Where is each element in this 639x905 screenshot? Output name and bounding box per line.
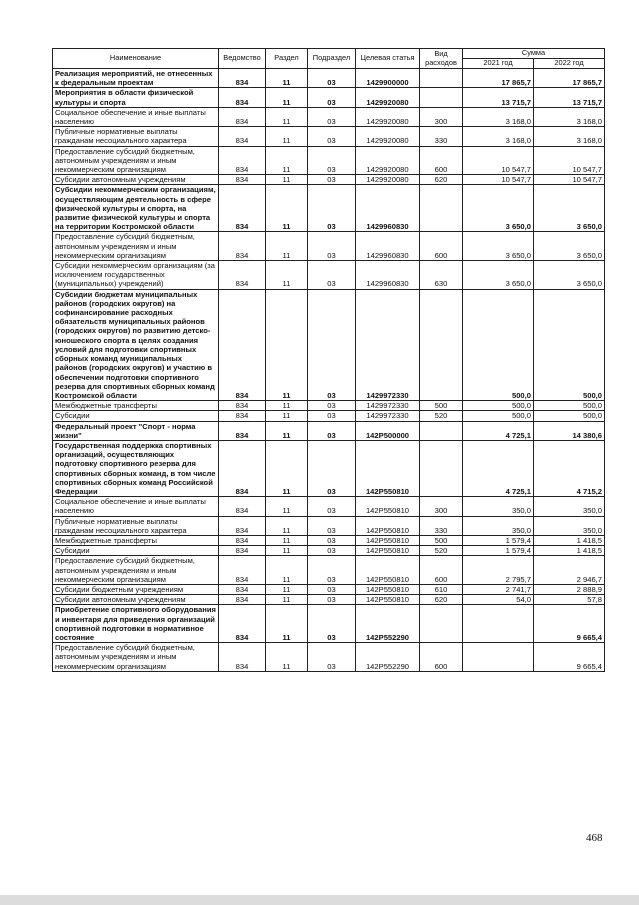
cell-name: Субсидии (53, 546, 219, 556)
cell-expense-type: 600 (420, 146, 463, 175)
cell-razdel: 11 (266, 421, 308, 440)
cell-sum-2021: 13 715,7 (463, 88, 534, 107)
cell-podrazdel: 03 (308, 289, 356, 400)
cell-expense-type (420, 440, 463, 496)
cell-expense-type: 330 (420, 516, 463, 535)
cell-razdel: 11 (266, 411, 308, 421)
cell-name: Предоставление субсидий бюджетным, автономным учреждениям и иным некоммерческим организациям (53, 556, 219, 585)
cell-name: Предоставление субсидий бюджетным, автономным учреждениям и иным некоммерческим организациям (53, 643, 219, 672)
cell-podrazdel: 03 (308, 535, 356, 545)
table-row (53, 497, 605, 516)
cell-vedomstvo: 834 (219, 401, 266, 411)
cell-razdel: 11 (266, 185, 308, 232)
cell-vedomstvo: 834 (219, 497, 266, 516)
cell-expense-type: 330 (420, 127, 463, 146)
cell-sum-2021: 500,0 (463, 411, 534, 421)
cell-podrazdel: 03 (308, 88, 356, 107)
cell-sum-2021: 350,0 (463, 516, 534, 535)
cell-razdel: 11 (266, 516, 308, 535)
cell-sum-2022: 3 168,0 (534, 107, 605, 126)
cell-sum-2021: 3 168,0 (463, 127, 534, 146)
cell-name: Субсидии бюджетам муниципальных районов (городских округов) на софинансирование расходных обязательств муниципальных районов (городских округов) по развитию детско-юношеского спорта в целях создания условий для подготовки спортивных сборных команд муниципальных районов (городских округов) и участию в обеспечении подготовки спортивного резерва для спортивных сборных команд Костромской области (53, 289, 219, 400)
cell-sum-2021: 17 865,7 (463, 69, 534, 88)
cell-sum-2022: 1 418,5 (534, 546, 605, 556)
cell-razdel: 11 (266, 556, 308, 585)
cell-target-article: 142P550810 (356, 497, 420, 516)
cell-expense-type: 630 (420, 261, 463, 290)
cell-sum-2021 (463, 643, 534, 672)
cell-vedomstvo: 834 (219, 107, 266, 126)
table-row (53, 146, 605, 175)
page-number: 468 (586, 832, 603, 844)
cell-target-article: 1429900000 (356, 69, 420, 88)
cell-expense-type: 500 (420, 401, 463, 411)
cell-name: Социальное обеспечение и иные выплаты населению (53, 497, 219, 516)
cell-sum-2022: 9 665,4 (534, 605, 605, 643)
cell-expense-type: 610 (420, 584, 463, 594)
cell-vedomstvo: 834 (219, 185, 266, 232)
table-row (53, 546, 605, 556)
cell-name: Социальное обеспечение и иные выплаты населению (53, 107, 219, 126)
cell-name: Субсидии некоммерческим организациям, осуществляющим деятельность в сфере физической культуры и спорта, на развитие физической культуры и спорта на территории Костромской области (53, 185, 219, 232)
header-vedomstvo: Ведомство (219, 49, 266, 69)
cell-sum-2022: 17 865,7 (534, 69, 605, 88)
cell-name: Субсидии некоммерческим организациям (за исключением государственных (муниципальных) учреждений) (53, 261, 219, 290)
cell-target-article: 1429972330 (356, 289, 420, 400)
cell-target-article: 142P550810 (356, 546, 420, 556)
cell-podrazdel: 03 (308, 146, 356, 175)
cell-podrazdel: 03 (308, 69, 356, 88)
table-row (53, 595, 605, 605)
header-expense-type: Вид расходов (420, 49, 463, 69)
table-row (53, 185, 605, 232)
cell-razdel: 11 (266, 401, 308, 411)
table-row (53, 261, 605, 290)
cell-sum-2021: 4 725,1 (463, 421, 534, 440)
header-razdel: Раздел (266, 49, 308, 69)
cell-sum-2021: 2 795,7 (463, 556, 534, 585)
cell-sum-2022: 13 715,7 (534, 88, 605, 107)
cell-sum-2021: 4 725,1 (463, 440, 534, 496)
cell-name: Межбюджетные трансферты (53, 401, 219, 411)
cell-razdel: 11 (266, 584, 308, 594)
cell-podrazdel: 03 (308, 107, 356, 126)
cell-expense-type (420, 185, 463, 232)
cell-vedomstvo: 834 (219, 232, 266, 261)
cell-vedomstvo: 834 (219, 261, 266, 290)
header-sum: Сумма (463, 49, 605, 59)
cell-vedomstvo: 834 (219, 595, 266, 605)
cell-expense-type: 620 (420, 175, 463, 185)
cell-podrazdel: 03 (308, 546, 356, 556)
table-row (53, 232, 605, 261)
cell-sum-2021: 3 168,0 (463, 107, 534, 126)
cell-name: Предоставление субсидий бюджетным, автономным учреждениям и иным некоммерческим организациям (53, 146, 219, 175)
cell-name: Субсидии автономным учреждениям (53, 175, 219, 185)
cell-razdel: 11 (266, 497, 308, 516)
header-name: Наименование (53, 49, 219, 69)
cell-sum-2022: 10 547,7 (534, 175, 605, 185)
cell-name: Реализация мероприятий, не отнесенных к федеральным проектам (53, 69, 219, 88)
table-row (53, 289, 605, 400)
cell-razdel: 11 (266, 146, 308, 175)
cell-target-article: 1429920080 (356, 107, 420, 126)
cell-sum-2021: 1 579,4 (463, 535, 534, 545)
cell-target-article: 1429920080 (356, 175, 420, 185)
cell-razdel: 11 (266, 261, 308, 290)
cell-expense-type: 600 (420, 643, 463, 672)
cell-expense-type (420, 69, 463, 88)
cell-vedomstvo: 834 (219, 146, 266, 175)
cell-podrazdel: 03 (308, 440, 356, 496)
cell-sum-2022: 9 665,4 (534, 643, 605, 672)
cell-target-article: 142P550810 (356, 440, 420, 496)
table-row (53, 401, 605, 411)
cell-vedomstvo: 834 (219, 175, 266, 185)
table-row (53, 584, 605, 594)
table-row (53, 175, 605, 185)
cell-target-article: 142P500000 (356, 421, 420, 440)
header-year-2021: 2021 год (463, 59, 534, 69)
cell-razdel: 11 (266, 643, 308, 672)
cell-name: Публичные нормативные выплаты гражданам несоциального характера (53, 516, 219, 535)
cell-expense-type: 300 (420, 107, 463, 126)
cell-podrazdel: 03 (308, 556, 356, 585)
cell-sum-2021: 10 547,7 (463, 146, 534, 175)
cell-sum-2021: 10 547,7 (463, 175, 534, 185)
cell-podrazdel: 03 (308, 516, 356, 535)
cell-razdel: 11 (266, 595, 308, 605)
cell-sum-2021: 3 650,0 (463, 261, 534, 290)
cell-sum-2022: 350,0 (534, 516, 605, 535)
cell-expense-type (420, 605, 463, 643)
cell-vedomstvo: 834 (219, 69, 266, 88)
cell-target-article: 142P550810 (356, 516, 420, 535)
scan-edge (0, 895, 639, 905)
cell-target-article: 142P552290 (356, 605, 420, 643)
header-podrazdel: Подраздел (308, 49, 356, 69)
cell-sum-2021: 2 741,7 (463, 584, 534, 594)
cell-target-article: 1429920080 (356, 146, 420, 175)
cell-sum-2022: 4 715,2 (534, 440, 605, 496)
header-target-article: Целевая статья (356, 49, 420, 69)
cell-sum-2022: 10 547,7 (534, 146, 605, 175)
cell-razdel: 11 (266, 107, 308, 126)
budget-table (52, 48, 605, 672)
cell-vedomstvo: 834 (219, 643, 266, 672)
cell-sum-2022: 500,0 (534, 401, 605, 411)
cell-sum-2021: 500,0 (463, 401, 534, 411)
table-row (53, 69, 605, 88)
cell-sum-2022: 1 418,5 (534, 535, 605, 545)
cell-name: Предоставление субсидий бюджетным, автономным учреждениям и иным некоммерческим организациям (53, 232, 219, 261)
cell-vedomstvo: 834 (219, 546, 266, 556)
cell-razdel: 11 (266, 546, 308, 556)
cell-sum-2021 (463, 605, 534, 643)
cell-name: Мероприятия в области физической культуры и спорта (53, 88, 219, 107)
table-header (53, 49, 605, 69)
cell-expense-type: 520 (420, 411, 463, 421)
cell-target-article: 1429920080 (356, 88, 420, 107)
cell-podrazdel: 03 (308, 232, 356, 261)
table-body (53, 69, 605, 672)
cell-sum-2021: 350,0 (463, 497, 534, 516)
cell-razdel: 11 (266, 88, 308, 107)
cell-razdel: 11 (266, 69, 308, 88)
cell-vedomstvo: 834 (219, 584, 266, 594)
cell-target-article: 1429960830 (356, 261, 420, 290)
cell-name: Федеральный проект "Спорт - норма жизни" (53, 421, 219, 440)
cell-vedomstvo: 834 (219, 440, 266, 496)
cell-name: Приобретение спортивного оборудования и инвентаря для приведения организаций спортивной подготовки в нормативное состояние (53, 605, 219, 643)
cell-target-article: 142P550810 (356, 535, 420, 545)
cell-podrazdel: 03 (308, 595, 356, 605)
cell-podrazdel: 03 (308, 421, 356, 440)
cell-sum-2022: 3 650,0 (534, 232, 605, 261)
cell-sum-2022: 3 650,0 (534, 261, 605, 290)
cell-sum-2022: 350,0 (534, 497, 605, 516)
cell-expense-type (420, 421, 463, 440)
table-row (53, 643, 605, 672)
cell-vedomstvo: 834 (219, 127, 266, 146)
cell-sum-2022: 2 888,9 (534, 584, 605, 594)
cell-target-article: 1429960830 (356, 185, 420, 232)
cell-sum-2022: 57,8 (534, 595, 605, 605)
table-row (53, 605, 605, 643)
cell-target-article: 142P550810 (356, 584, 420, 594)
cell-sum-2021: 3 650,0 (463, 232, 534, 261)
cell-sum-2022: 14 380,6 (534, 421, 605, 440)
table-row (53, 411, 605, 421)
cell-expense-type: 600 (420, 556, 463, 585)
cell-target-article: 1429960830 (356, 232, 420, 261)
cell-target-article: 142P550810 (356, 595, 420, 605)
cell-vedomstvo: 834 (219, 516, 266, 535)
cell-razdel: 11 (266, 440, 308, 496)
cell-sum-2021: 1 579,4 (463, 546, 534, 556)
cell-razdel: 11 (266, 175, 308, 185)
cell-razdel: 11 (266, 605, 308, 643)
table-row (53, 556, 605, 585)
cell-target-article: 1429920080 (356, 127, 420, 146)
table-row (53, 516, 605, 535)
cell-expense-type: 500 (420, 535, 463, 545)
cell-vedomstvo: 834 (219, 605, 266, 643)
cell-expense-type: 520 (420, 546, 463, 556)
cell-podrazdel: 03 (308, 605, 356, 643)
cell-razdel: 11 (266, 127, 308, 146)
table-row (53, 421, 605, 440)
cell-expense-type (420, 289, 463, 400)
table-row (53, 88, 605, 107)
cell-podrazdel: 03 (308, 643, 356, 672)
cell-sum-2021: 3 650,0 (463, 185, 534, 232)
cell-podrazdel: 03 (308, 584, 356, 594)
cell-name: Межбюджетные трансферты (53, 535, 219, 545)
cell-target-article: 1429972330 (356, 411, 420, 421)
header-year-2022: 2022 год (534, 59, 605, 69)
cell-target-article: 1429972330 (356, 401, 420, 411)
cell-expense-type: 300 (420, 497, 463, 516)
cell-expense-type (420, 88, 463, 107)
cell-podrazdel: 03 (308, 127, 356, 146)
cell-razdel: 11 (266, 535, 308, 545)
cell-podrazdel: 03 (308, 497, 356, 516)
cell-name: Государственная поддержка спортивных организаций, осуществляющих подготовку спортивного резерва для спортивных сборных команд, в том числе спортивных сборных команд Российской Федерации (53, 440, 219, 496)
cell-name: Субсидии автономным учреждениям (53, 595, 219, 605)
cell-razdel: 11 (266, 232, 308, 261)
cell-vedomstvo: 834 (219, 535, 266, 545)
cell-sum-2021: 500,0 (463, 289, 534, 400)
cell-podrazdel: 03 (308, 411, 356, 421)
cell-name: Публичные нормативные выплаты гражданам несоциального характера (53, 127, 219, 146)
table-row (53, 535, 605, 545)
cell-sum-2022: 2 946,7 (534, 556, 605, 585)
cell-name: Субсидии (53, 411, 219, 421)
table-row (53, 107, 605, 126)
cell-sum-2022: 500,0 (534, 411, 605, 421)
cell-expense-type: 600 (420, 232, 463, 261)
cell-podrazdel: 03 (308, 401, 356, 411)
cell-target-article: 142P552290 (356, 643, 420, 672)
table-row (53, 440, 605, 496)
cell-razdel: 11 (266, 289, 308, 400)
cell-vedomstvo: 834 (219, 88, 266, 107)
cell-vedomstvo: 834 (219, 556, 266, 585)
cell-sum-2022: 500,0 (534, 289, 605, 400)
cell-expense-type: 620 (420, 595, 463, 605)
cell-target-article: 142P550810 (356, 556, 420, 585)
cell-podrazdel: 03 (308, 261, 356, 290)
cell-sum-2022: 3 650,0 (534, 185, 605, 232)
cell-podrazdel: 03 (308, 185, 356, 232)
cell-sum-2021: 54,0 (463, 595, 534, 605)
cell-vedomstvo: 834 (219, 289, 266, 400)
cell-name: Субсидии бюджетным учреждениям (53, 584, 219, 594)
cell-vedomstvo: 834 (219, 411, 266, 421)
cell-podrazdel: 03 (308, 175, 356, 185)
cell-sum-2022: 3 168,0 (534, 127, 605, 146)
cell-vedomstvo: 834 (219, 421, 266, 440)
table-row (53, 127, 605, 146)
